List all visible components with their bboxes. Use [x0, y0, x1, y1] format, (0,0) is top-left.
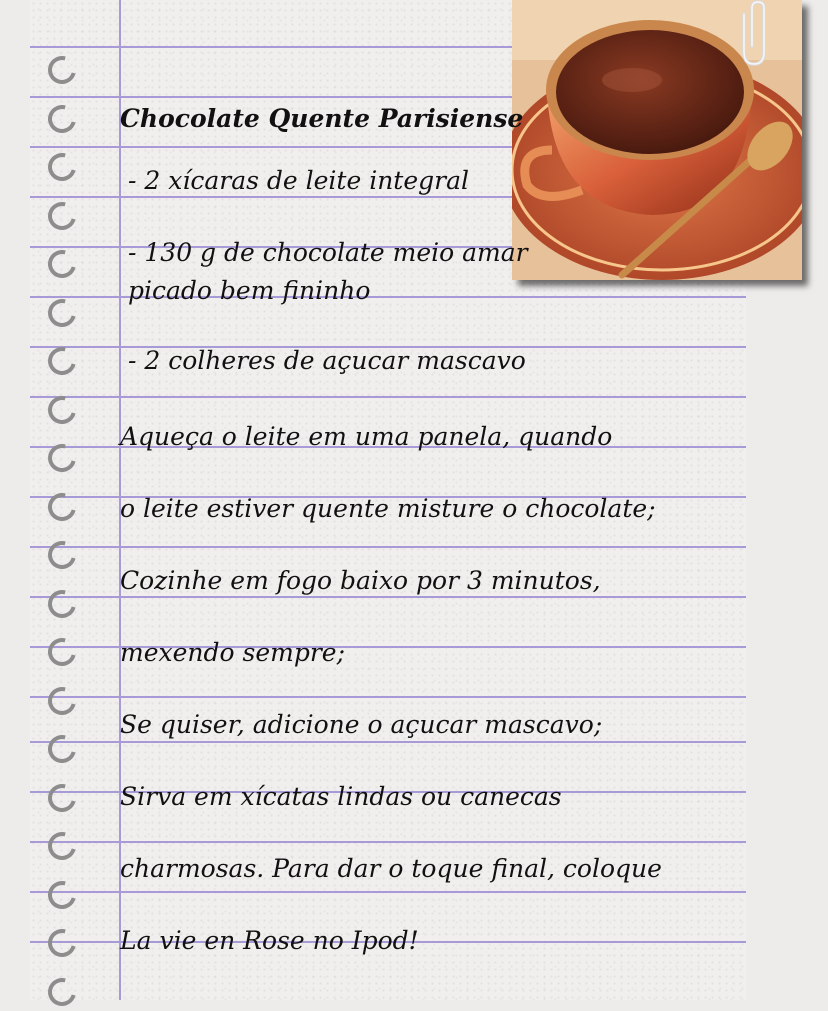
- step-line: Cozinhe em fogo baixo por 3 minutos,: [120, 566, 601, 595]
- ruled-line: [30, 741, 746, 743]
- recipe-title: Chocolate Quente Parisiense: [120, 104, 524, 133]
- step-line: Aqueça o leite em uma panela, quando: [120, 422, 613, 451]
- ruled-line: [30, 841, 746, 843]
- step-line: charmosas. Para dar o toque final, coloque: [120, 854, 662, 883]
- step-line: La vie en Rose no Ipod!: [120, 926, 419, 955]
- ruled-line: [30, 396, 746, 398]
- step-line: o leite estiver quente misture o chocolate;: [120, 494, 656, 523]
- step-line: Se quiser, adicione o açucar mascavo;: [120, 710, 603, 739]
- step-line: Sirva em xícatas lindas ou canecas: [120, 782, 562, 811]
- ingredient-chocolate: - 130 g de chocolate meio amar: [128, 238, 528, 267]
- ruled-line: [30, 696, 746, 698]
- ruled-line: [30, 546, 746, 548]
- ingredient-sugar: - 2 colheres de açucar mascavo: [128, 346, 526, 375]
- ruled-line: [30, 596, 746, 598]
- step-line: mexendo sempre;: [120, 638, 345, 667]
- ingredient-milk: - 2 xícaras de leite integral: [128, 166, 469, 195]
- ruled-line: [30, 891, 746, 893]
- paperclip-icon: [732, 0, 772, 70]
- ingredient-chocolate-cont: picado bem fininho: [128, 276, 371, 305]
